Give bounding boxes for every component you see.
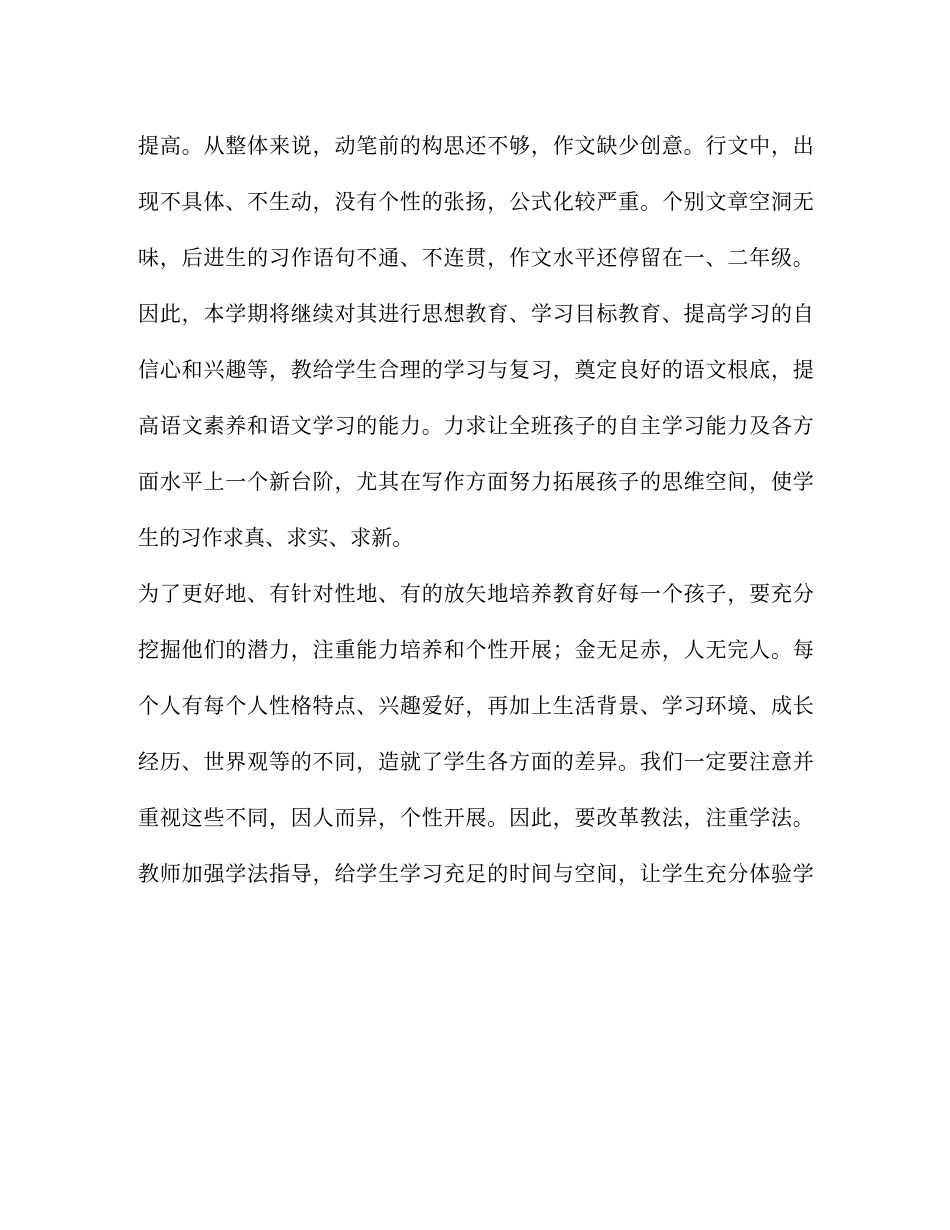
text-line: 教师加强学法指导，给学生学习充足的时间与空间，让学生充分体验学: [138, 862, 814, 886]
text-line: 味，后进生的习作语句不通、不连贯，作文水平还停留在一、二年级。: [138, 246, 814, 270]
text-line: 面水平上一个新台阶，尤其在写作方面努力拓展孩子的思维空间，使学: [138, 470, 814, 494]
text-line: 现不具体、不生动，没有个性的张扬，公式化较严重。个别文章空洞无: [138, 190, 814, 214]
text-line: 高语文素养和语文学习的能力。力求让全班孩子的自主学习能力及各方: [138, 414, 814, 438]
text-line: 信心和兴趣等，教给学生合理的学习与复习，奠定良好的语文根底，提: [138, 358, 814, 382]
text-line: 生的习作求真、求实、求新。: [138, 526, 414, 550]
text-line: 个人有每个人性格特点、兴趣爱好，再加上生活背景、学习环境、成长: [138, 694, 814, 718]
text-line: 重视这些不同，因人而异，个性开展。因此，要改革教法，注重学法。: [138, 806, 814, 830]
text-line: 提高。从整体来说，动笔前的构思还不够，作文缺少创意。行文中，出: [138, 134, 814, 158]
document-body: [138, 118, 814, 902]
text-line: 因此，本学期将继续对其进行思想教育、学习目标教育、提高学习的自: [138, 302, 814, 326]
text-line: 为了更好地、有针对性地、有的放矢地培养教育好每一个孩子，要充分: [138, 582, 814, 606]
text-line: 经历、世界观等的不同，造就了学生各方面的差异。我们一定要注意并: [138, 750, 814, 774]
text-line: 挖掘他们的潜力，注重能力培养和个性开展；金无足赤，人无完人。每: [138, 638, 814, 662]
